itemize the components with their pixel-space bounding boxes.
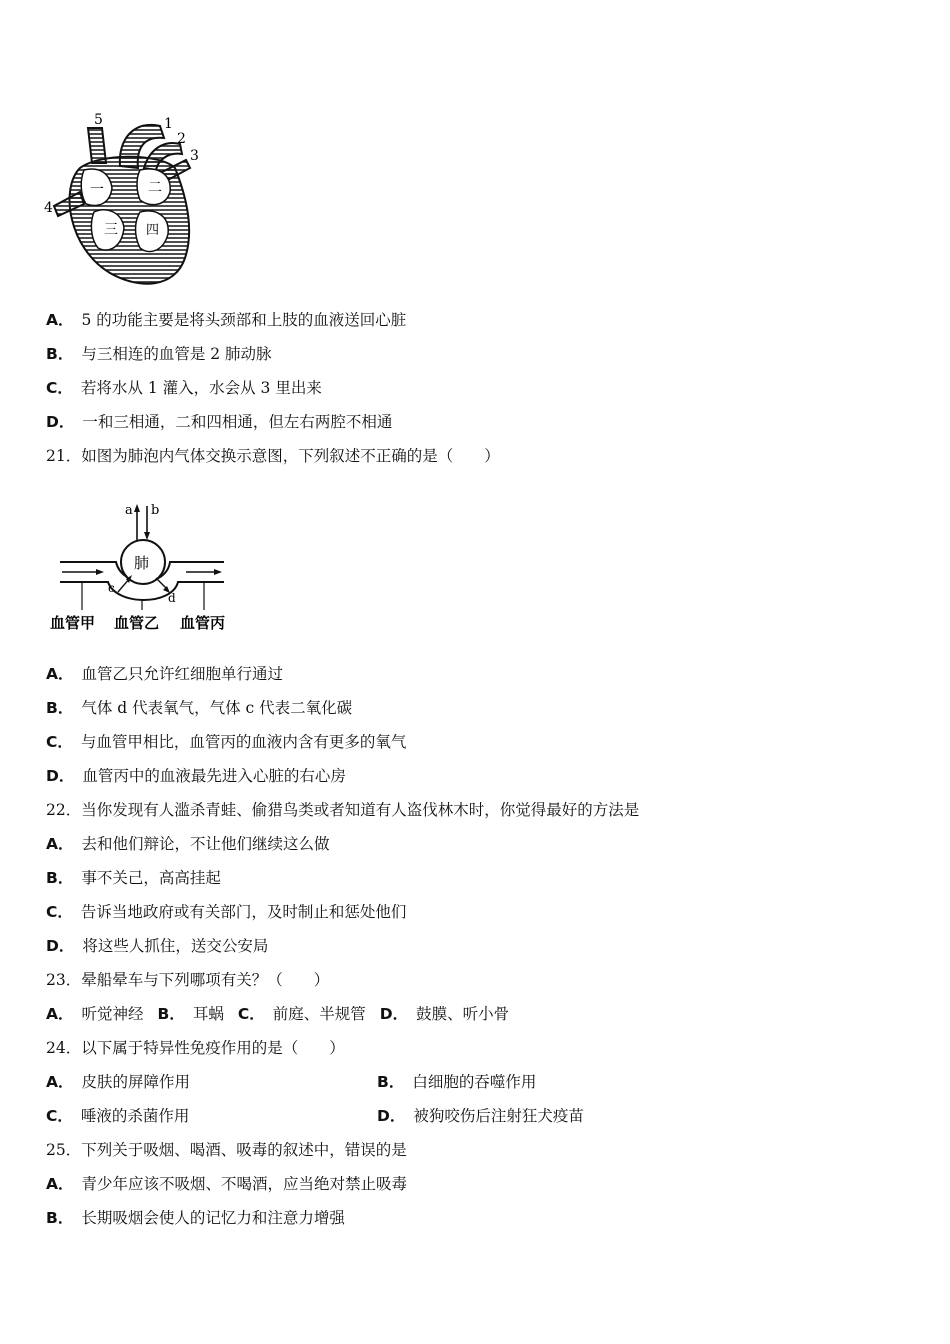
q22-stem: 22．当你发现有人滥杀青蛙、偷猎鸟类或者知道有人盗伐林木时，你觉得最好的方法是 bbox=[46, 801, 640, 819]
vessel-label-bing: 血管丙 bbox=[180, 614, 226, 632]
chamber-label-2: 二 bbox=[148, 180, 162, 196]
q25-stem: 25．下列关于吸烟、喝酒、吸毒的叙述中，错误的是 bbox=[46, 1141, 407, 1159]
q21-option-b: B． 气体 d 代表氧气，气体 c 代表二氧化碳 bbox=[46, 699, 353, 717]
q24-option-a: A． 皮肤的屏障作用 bbox=[46, 1073, 191, 1091]
q23-option-d: D． 鼓膜、听小骨 bbox=[379, 1005, 510, 1023]
q25-option-b: B． 长期吸烟会使人的记忆力和注意力增强 bbox=[46, 1209, 345, 1227]
q22-option-c: C． 告诉当地政府或有关部门，及时制止和惩处他们 bbox=[46, 903, 407, 921]
heart-label-3: 3 bbox=[190, 148, 199, 164]
q21-option-a: A． 血管乙只允许红细胞单行通过 bbox=[46, 665, 284, 683]
q24-option-c: C． 唾液的杀菌作用 bbox=[46, 1107, 190, 1125]
q20-option-b: B． 与三相连的血管是 2 肺动脉 bbox=[46, 345, 272, 363]
q23-option-b: B． 耳蜗 bbox=[157, 1005, 224, 1023]
q21-option-c: C． 与血管甲相比，血管丙的血液内含有更多的氧气 bbox=[46, 733, 407, 751]
gas-c-label: c bbox=[108, 581, 115, 595]
gas-d-label: d bbox=[168, 591, 176, 605]
q20-option-d: D． 一和三相通，二和四相通，但左右两腔不相通 bbox=[46, 413, 393, 431]
heart-label-1: 1 bbox=[164, 116, 173, 132]
q20-option-a: A． 5 的功能主要是将头颈部和上肢的血液送回心脏 bbox=[46, 311, 407, 329]
gas-b-label: b bbox=[151, 503, 160, 518]
q22-option-a: A． 去和他们辩论，不让他们继续这么做 bbox=[46, 835, 330, 853]
q20-option-c: C． 若将水从 1 灌入，水会从 3 里出来 bbox=[46, 379, 322, 397]
q23-stem: 23．晕船晕车与下列哪项有关？（ ） bbox=[46, 971, 330, 989]
q23-options-row bbox=[46, 1004, 523, 1024]
heart-label-4: 4 bbox=[44, 200, 53, 216]
gas-a-label: a bbox=[125, 503, 133, 518]
chamber-label-4: 四 bbox=[146, 223, 160, 238]
vessel-label-yi: 血管乙 bbox=[114, 614, 160, 632]
q22-option-b: B． 事不关己，高高挂起 bbox=[46, 869, 221, 887]
q24-option-d: D． 被狗咬伤后注射狂犬疫苗 bbox=[377, 1107, 584, 1125]
q21-stem: 21．如图为肺泡内气体交换示意图，下列叙述不正确的是（ ） bbox=[46, 447, 500, 465]
q22-option-d: D． 将这些人抓住，送交公安局 bbox=[46, 937, 269, 955]
heart-label-2: 2 bbox=[177, 131, 186, 147]
q25-option-a: A． 青少年应该不吸烟、不喝酒，应当绝对禁止吸毒 bbox=[46, 1175, 408, 1193]
heart-diagram bbox=[40, 108, 210, 293]
vessel-5 bbox=[88, 128, 106, 163]
q24-option-b: B． 白细胞的吞噬作用 bbox=[377, 1073, 537, 1091]
q23-option-a: A． 听觉神经 bbox=[46, 1005, 144, 1023]
q23-option-c: C． 前庭、半规管 bbox=[237, 1005, 366, 1023]
vessel-label-jia: 血管甲 bbox=[50, 614, 96, 632]
heart-label-5: 5 bbox=[94, 112, 103, 128]
alveolus-label: 肺 bbox=[134, 554, 150, 572]
chamber-label-1: 一 bbox=[90, 182, 104, 198]
alveolus-diagram bbox=[46, 496, 246, 636]
q24-stem: 24．以下属于特异性免疫作用的是（ ） bbox=[46, 1039, 345, 1057]
chamber-label-3: 三 bbox=[104, 222, 118, 238]
q21-option-d: D． 血管丙中的血液最先进入心脏的右心房 bbox=[46, 767, 346, 785]
